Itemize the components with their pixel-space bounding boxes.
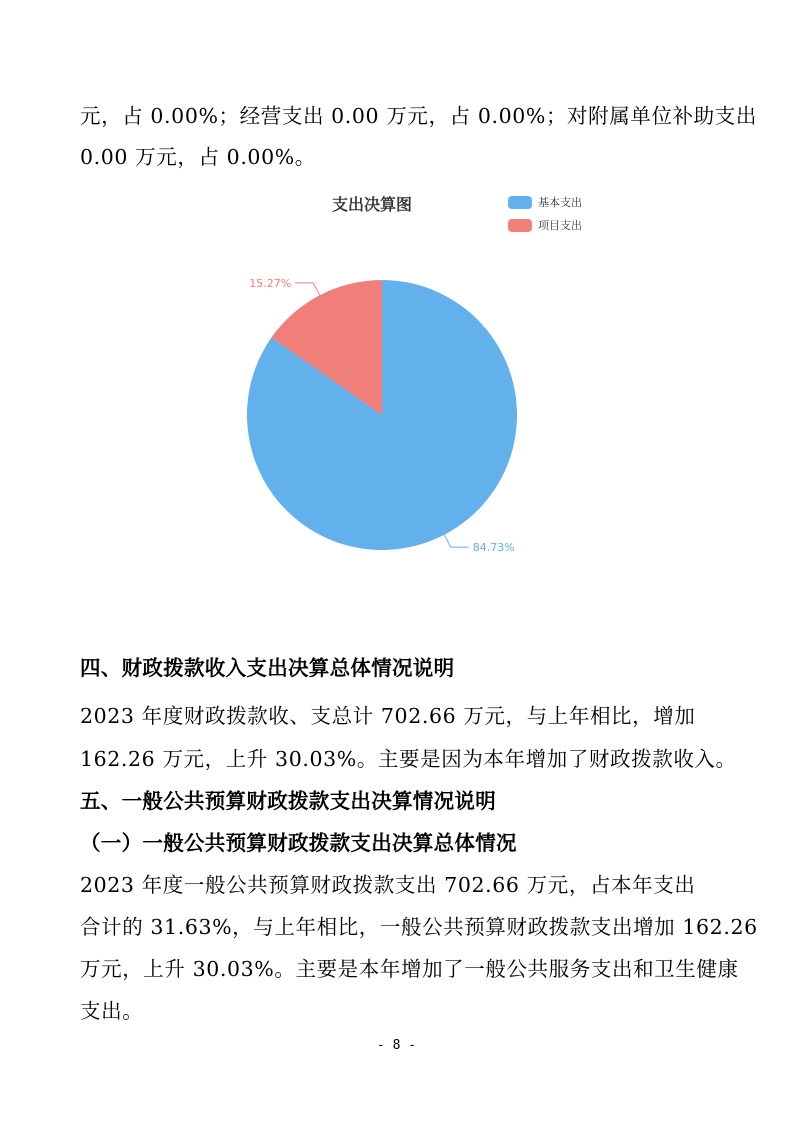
body-text-line: 元，占 0.00%；经营支出 0.00 万元，占 0.00%；对附属单位补助支出 [80, 104, 757, 128]
leader-line-basic [444, 535, 468, 547]
body-text-line: 万元，上升 30.03%。主要是本年增加了一般公共服务支出和卫生健康 [80, 957, 739, 981]
data-label-project: 15.27% [249, 276, 292, 290]
section-heading-5: 五、一般公共预算财政拨款支出决算情况说明 [80, 789, 496, 813]
subsection-heading-5-1: （一）一般公共预算财政拨款支出决算总体情况 [80, 831, 517, 855]
body-text-line: 支出。 [80, 999, 144, 1023]
body-text-line: 2023 年度一般公共预算财政拨款支出 702.66 万元，占本年支出 [80, 873, 696, 897]
chart-title: 支出决算图 [331, 195, 412, 214]
body-text-line: 162.26 万元，上升 30.03%。主要是因为本年增加了财政拨款收入。 [80, 747, 737, 771]
body-text-line: 2023 年度财政拨款收、支总计 702.66 万元，与上年相比，增加 [80, 704, 696, 728]
body-text-line: 合计的 31.63%，与上年相比，一般公共预算财政拨款支出增加 162.26 [80, 915, 758, 939]
page-number: - 8 - [376, 1038, 417, 1053]
legend-label-basic: 基本支出 [538, 196, 582, 209]
body-text-line: 0.00 万元，占 0.00%。 [80, 145, 316, 169]
legend-label-project: 项目支出 [538, 219, 582, 232]
section-heading-4: 四、财政拨款收入支出决算总体情况说明 [80, 656, 455, 680]
data-label-basic: 84.73% [472, 541, 515, 555]
leader-line-project [295, 283, 319, 295]
